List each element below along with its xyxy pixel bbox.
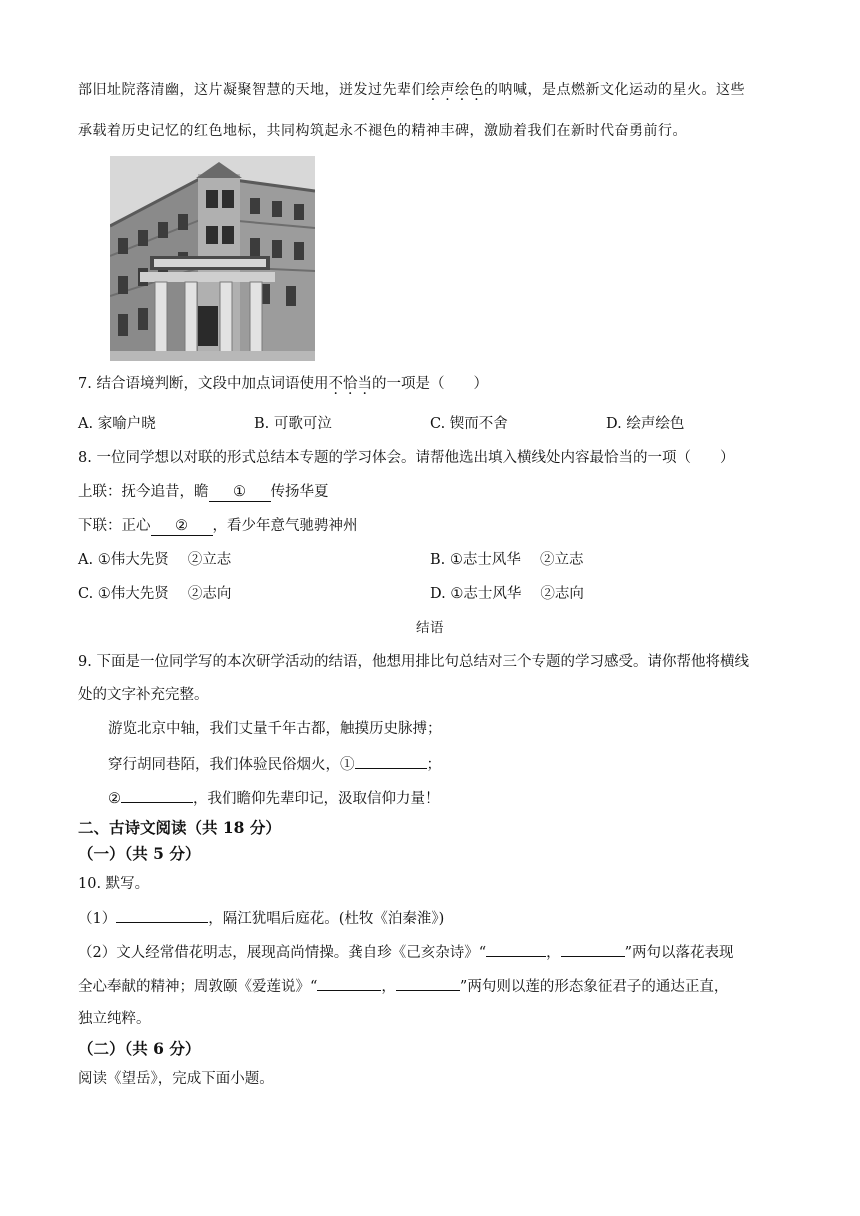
- q8-lower-end: ，看少年意气驰骋神州: [212, 518, 358, 534]
- q10-item-1: [78, 907, 444, 929]
- dotted-char: 恰: [342, 376, 358, 392]
- q10-item-2-text-b: ，: [546, 945, 561, 961]
- q8-option-c[interactable]: C. ①伟大先贤 ②志向: [78, 586, 232, 602]
- q9-line-3: [108, 787, 440, 809]
- q8-option-d[interactable]: D. ①志士风华 ②志向: [430, 586, 584, 602]
- q10-blank-2[interactable]: [486, 941, 546, 957]
- q10-blank-1[interactable]: [116, 907, 208, 923]
- q7-stem-start: 7. 结合语境判断，文段中加点词语使用: [78, 376, 329, 392]
- q10-blank-4[interactable]: [317, 975, 381, 991]
- q8-lower-start: 下联：正心: [78, 518, 151, 534]
- section-2-heading: 二、古诗文阅读（共 18 分）: [78, 818, 281, 837]
- q9-line-2-end: ；: [426, 757, 441, 773]
- q8-lower-couplet: [78, 516, 358, 536]
- q7-option-c[interactable]: C. 锲而不舍: [430, 416, 508, 432]
- q9-line-3-start: ②: [108, 791, 121, 807]
- q7-option-d[interactable]: D. 绘声绘色: [606, 416, 685, 432]
- q7-stem-end: 的一项是（ ）: [371, 376, 488, 392]
- q9-stem-line-1: 9. 下面是一位同学写的本次研学活动的结语，他想用排比句总结对三个专题的学习感受。请你帮他将横线: [78, 654, 749, 670]
- q10-blank-5[interactable]: [396, 975, 460, 991]
- q8-option-b[interactable]: B. ①志士风华 ②立志: [430, 552, 584, 568]
- q10-item-2-line-2-a: 全心奉献的精神；周敦颐《爱莲说》“: [78, 979, 318, 995]
- q10-item-2-line-2: [78, 975, 728, 997]
- q10-item-2-text-a: （2）文人经常借花明志，展现高尚情操。龚自珍《己亥杂诗》“: [78, 945, 487, 961]
- conclusion-heading: 结语: [416, 620, 444, 636]
- q7-option-b[interactable]: B. 可歌可泣: [254, 416, 332, 432]
- q8-upper-couplet: [78, 482, 329, 502]
- reading-intro: 阅读《望岳》，完成下面小题。: [78, 1071, 274, 1087]
- q8-upper-end: 传扬华夏: [270, 484, 329, 500]
- q10-item-2-text-c: ”两句以落花表现: [624, 945, 734, 961]
- q9-line-2: [108, 753, 441, 775]
- section-2-part-2: （二）（共 6 分）: [78, 1039, 201, 1058]
- passage-line-2: 承载着历史记忆的红色地标，共同构筑起永不褪色的精神丰碑，激励着我们在新时代奋勇前行。: [78, 123, 687, 139]
- q8-lower-blank[interactable]: ②: [151, 518, 213, 536]
- q8-option-a[interactable]: A. ①伟大先贤 ②立志: [78, 552, 232, 568]
- q10-item-2-line-2-c: ”两句则以莲的形态象征君子的通达正直，: [459, 979, 729, 995]
- passage-line-1-end: 的呐喊，是点燃新文化运动的星火。这些: [484, 82, 745, 98]
- building-illustration: [110, 156, 315, 361]
- dotted-char: 色: [469, 82, 484, 98]
- passage-line-1: [78, 80, 745, 100]
- q10-item-1-prefix: （1）: [78, 911, 117, 927]
- q9-blank-2[interactable]: [121, 787, 193, 803]
- dotted-char: 声: [440, 82, 455, 98]
- q10-item-1-suffix: ，隔江犹唱后庭花。(杜牧《泊秦淮》): [208, 911, 445, 927]
- building-photo: [110, 156, 315, 361]
- dotted-char: 不: [328, 376, 343, 392]
- q9-stem-line-2: 处的文字补充完整。: [78, 687, 209, 703]
- q9-line-1: 游览北京中轴，我们丈量千年古都，触摸历史脉搏；: [108, 721, 442, 737]
- q10-item-2-line-1: [78, 941, 734, 963]
- q7-stem: [78, 374, 488, 394]
- q10-stem: 10. 默写。: [78, 876, 150, 892]
- q9-line-3-end: ，我们瞻仰先辈印记，汲取信仰力量！: [193, 791, 440, 807]
- dotted-char: 绘: [455, 82, 470, 98]
- q8-upper-blank[interactable]: ①: [209, 484, 271, 502]
- q10-item-2-line-2-b: ，: [381, 979, 396, 995]
- dotted-char: 绘: [426, 82, 441, 98]
- q10-blank-3[interactable]: [561, 941, 625, 957]
- q9-line-2-start: 穿行胡同巷陌，我们体验民俗烟火，①: [108, 757, 355, 773]
- q10-item-2-line-3: 独立纯粹。: [78, 1011, 151, 1027]
- q8-stem: 8. 一位同学想以对联的形式总结本专题的学习体会。请帮他选出填入横线处内容最恰当的一项（ ）: [78, 450, 735, 466]
- q7-option-a[interactable]: A. 家喻户晓: [78, 416, 156, 432]
- q9-blank-1[interactable]: [355, 753, 427, 769]
- dotted-char: 当: [357, 376, 372, 392]
- q8-upper-start: 上联：抚今追昔，瞻: [78, 484, 209, 500]
- section-2-part-1: （一）（共 5 分）: [78, 844, 201, 863]
- passage-line-1-start: 部旧址院落清幽，这片凝聚智慧的天地，迸发过先辈们: [78, 82, 426, 98]
